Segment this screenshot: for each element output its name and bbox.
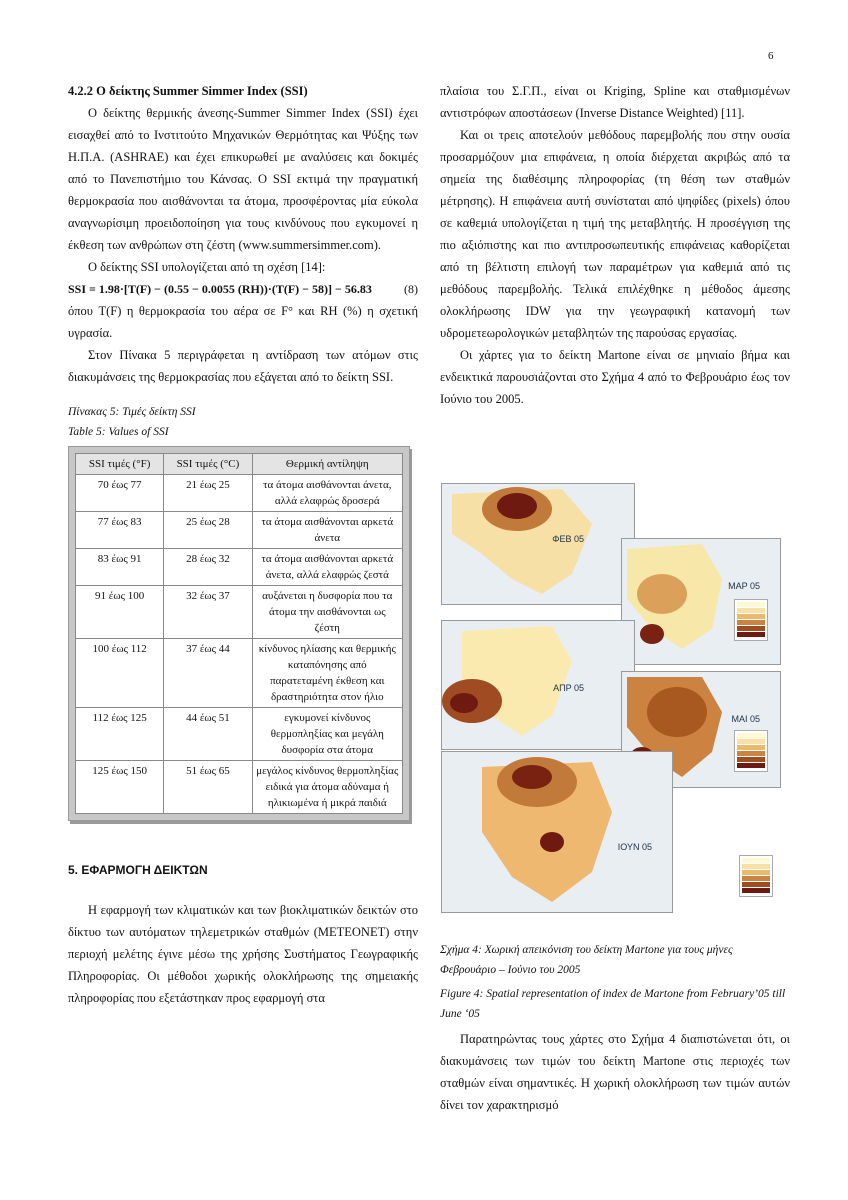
table-caption-english: Table 5: Values of SSI xyxy=(68,426,169,438)
paragraph: Οι χάρτες για το δείκτη Martone είναι σε μηνιαίο βήμα και ενδεικτικά παρουσιάζονται στο Σχήμα 4 από το Φεβρουάριο έως τον Ιούνιο του 2005. xyxy=(440,348,790,406)
table-cell: 25 έως 28 xyxy=(164,512,252,549)
ssi-table-frame xyxy=(68,446,410,821)
figure-caption-greek: Σχήμα 4: Χωρική απεικόνιση του δείκτη Martone για τους μήνες Φεβρουάριο – Ιούνιο του 2005 xyxy=(440,944,733,976)
table-row xyxy=(76,586,403,639)
paragraph: Ο δείκτης SSI υπολογίζεται από τη σχέση [14]: xyxy=(88,260,326,274)
page-number: 6 xyxy=(768,50,774,62)
map-month-label: ΜΑΡ 05 xyxy=(728,581,760,591)
table-header: Θερμική αντίληψη xyxy=(252,454,402,475)
map-legend xyxy=(734,599,768,641)
figure-caption-block xyxy=(440,940,790,1116)
table-caption-greek: Πίνακας 5: Τιμές δείκτη SSI xyxy=(68,406,196,418)
table-cell: μεγάλος κίνδυνος θερμοπληξίας ειδικά για άτομα αδύναμα ή ηλικιωμένα ή μικρά παιδιά xyxy=(252,761,402,814)
table-cell: 32 έως 37 xyxy=(164,586,252,639)
table-row xyxy=(76,708,403,761)
table-cell: τα άτομα αισθάνονται άνετα, αλλά ελαφρώς δροσερά xyxy=(252,475,402,512)
map-jun xyxy=(441,751,673,913)
table-cell: 70 έως 77 xyxy=(76,475,164,512)
paragraph: Η εφαρμογή των κλιματικών και των βιοκλιματικών δεικτών στο δίκτυο των αυτόματων τηλεμετρικών σταθμών (METEONET) στην περιοχή μελέτης έγινε μέσω της χρήσης Συστήματος Γεωγραφικής Πληροφορίας. Οι μέθοδοι χωρικής ολοκλήρωσης της σημειακής πληροφορίας που εξετάστηκαν προς εφαρμογή στα xyxy=(68,903,418,1005)
table-cell: 83 έως 91 xyxy=(76,549,164,586)
equation-number: (8) xyxy=(404,282,418,296)
table-cell: 37 έως 44 xyxy=(164,639,252,708)
table-cell: αυξάνεται η δυσφορία που τα άτομα την αισθάνονται ως ζέστη xyxy=(252,586,402,639)
paragraph: Παρατηρώντας τους χάρτες στο Σχήμα 4 διαπιστώνεται ότι, οι διακυμάνσεις των τιμών του δείκτη Martone στις περιοχές των σταθμών είναι σημαντικές. Η χωρική ολοκλήρωση των τιμών αυτών δίνει τον χαρακτηρισμό xyxy=(440,1032,790,1112)
map-month-label: ΙΟΥΝ 05 xyxy=(617,842,652,852)
map-month-label: ΦΕΒ 05 xyxy=(552,534,584,544)
map-shape xyxy=(442,621,634,749)
map-apr xyxy=(441,620,635,750)
section-heading-ssi: 4.2.2 Ο δείκτης Summer Simmer Index (SSI) xyxy=(68,84,308,98)
table-cell: 77 έως 83 xyxy=(76,512,164,549)
left-column xyxy=(68,80,418,1009)
table-cell: 21 έως 25 xyxy=(164,475,252,512)
ssi-table xyxy=(75,453,403,814)
map-month-label: ΑΠΡ 05 xyxy=(553,683,584,693)
map-shape xyxy=(442,484,634,604)
figure-caption-english: Figure 4: Spatial representation of index de Martone from February’05 till June ‘05 xyxy=(440,988,786,1020)
table-cell: κίνδυνος ηλίασης και θερμικής καταπόνησης από παρατεταμένη έκθεση και δραστηριότητα στον ήλιο xyxy=(252,639,402,708)
martone-maps-figure xyxy=(441,483,779,915)
paragraph: Στον Πίνακα 5 περιγράφεται η αντίδραση των ατόμων στις διακυμάνσεις της θερμοκρασίας που εξάγεται από το δείκτη SSI. xyxy=(68,348,418,384)
table-cell: 28 έως 32 xyxy=(164,549,252,586)
paragraph: όπου T(F) η θερμοκρασία του αέρα σε F° και RH (%) η σχετική υγρασία. xyxy=(68,304,418,340)
table-cell: 51 έως 65 xyxy=(164,761,252,814)
table-cell: 100 έως 112 xyxy=(76,639,164,708)
table-cell: 112 έως 125 xyxy=(76,708,164,761)
table-cell: τα άτομα αισθάνονται αρκετά άνετα xyxy=(252,512,402,549)
table-cell: εγκυμονεί κίνδυνος θερμοπληξίας και μεγάλη δυσφορία στα άτομα xyxy=(252,708,402,761)
right-column xyxy=(440,80,790,410)
equation xyxy=(68,278,418,300)
table-cell: 91 έως 100 xyxy=(76,586,164,639)
table-row xyxy=(76,761,403,814)
map-feb xyxy=(441,483,635,605)
map-mar xyxy=(621,538,781,665)
equation-formula: SSI = 1.98·[T(F) − (0.55 − 0.0055 (RH))·(T(F) − 58)] − 56.83 xyxy=(68,282,372,296)
table-cell: τα άτομα αισθάνονται αρκετά άνετα, αλλά ελαφρώς ζεστά xyxy=(252,549,402,586)
paragraph: Ο δείκτης θερμικής άνεσης-Summer Simmer Index (SSI) έχει εισαχθεί από το Ινστιτούτο Μηχανικών Θερμότητας και Ψύξης των Η.Π.Α. (ASHRAE) και έχει επικυρωθεί με αναλύσεις και δοκιμές από το Πανεπιστήμιο του Κάνσας. Ο SSI εκτιμά την πραγματική θερμοκρασία που αισθάνονται τα άτομα, προσφέροντας μία εύκολα αναγνωρίσιμη προειδοποίηση για τους κινδύνους που εγκυμονεί η έκθεση των ανθρώπων στη ζέστη (www.summersimmer.com). xyxy=(68,106,418,252)
map-shape xyxy=(442,752,672,912)
table-row xyxy=(76,475,403,512)
section-title-5: 5. ΕΦΑΡΜΟΓΗ ΔΕΙΚΤΩΝ xyxy=(68,863,208,877)
map-legend xyxy=(734,730,768,772)
paragraph: πλαίσια του Σ.Γ.Π., είναι οι Kriging, Spline και σταθμισμένων αντιστρόφων αποστάσεων (Inverse Distance Weighted) [11]. xyxy=(440,84,790,120)
map-legend xyxy=(739,855,773,897)
paragraph: Και οι τρεις αποτελούν μεθόδους παρεμβολής που στην ουσία προσαρμόζουν μια επιφάνεια, η οποία διέρχεται ακριβώς από τα σημεία της διαθέσιμης πληροφορίας (τη θέση των σταθμών μέτρησης). Η επιφάνεια αυτή συνίσταται από ψηφίδες (pixels) όπου σε καθεμιά υπολογίζεται η τιμή της μεταβλητής. Η προσέγγιση της πιο αξιόπιστης και πιο αντιπροσωπευτικής επιφάνειας καθορίζεται από τη βέλτιστη επιλογή των παραμέτρων για καθεμιά από τις μεθόδους παρεμβολής. Τελικά επιλέχθηκε η μέθοδος άμεσης ολοκλήρωσης IDW για την γεωγραφική κατανομή των υδρομετεωρολογικών μεταβλητών της παρούσας εργασίας. xyxy=(440,128,790,340)
table-header: SSI τιμές (°C) xyxy=(164,454,252,475)
table-header: SSI τιμές (°F) xyxy=(76,454,164,475)
table-cell: 125 έως 150 xyxy=(76,761,164,814)
table-row xyxy=(76,549,403,586)
map-month-label: ΜΑΙ 05 xyxy=(731,714,760,724)
table-row xyxy=(76,639,403,708)
table-row xyxy=(76,512,403,549)
table-cell: 44 έως 51 xyxy=(164,708,252,761)
